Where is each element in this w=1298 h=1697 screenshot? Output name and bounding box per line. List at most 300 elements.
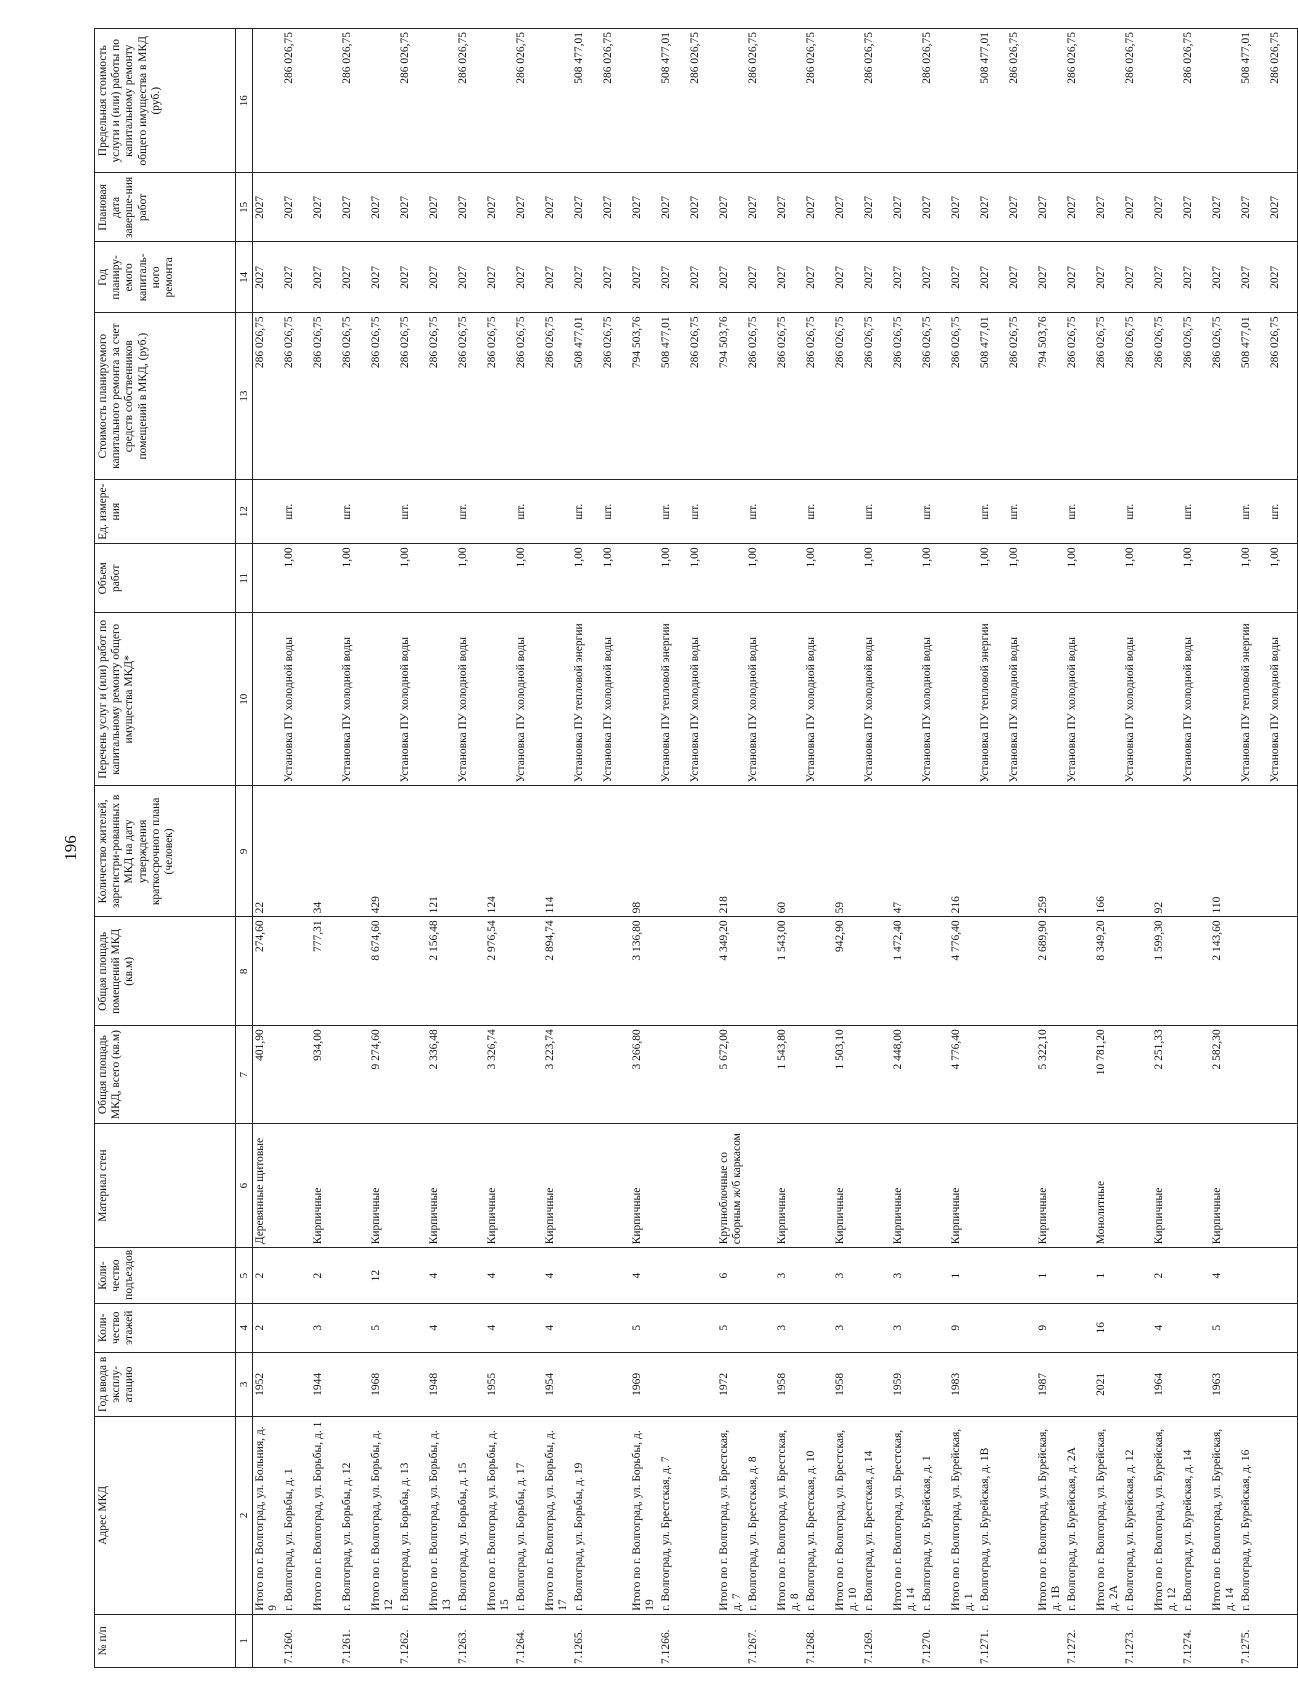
address-cell: Итого по г. Волгоград, ул. Брестская, д. 7 <box>717 1417 746 1615</box>
residents-cell <box>1239 786 1268 917</box>
year-built-cell: 1963 <box>1210 1352 1239 1416</box>
floors-cell: 4 <box>1152 1303 1181 1352</box>
year-built-cell: 1955 <box>485 1352 514 1416</box>
row-number <box>1036 1614 1065 1667</box>
unit-cell: шт. <box>1065 479 1094 543</box>
total-area-cell <box>746 1026 775 1124</box>
total-area-cell: 1 503,10 <box>833 1026 862 1124</box>
cost-cell: 286 026,75 <box>514 313 543 480</box>
entrances-cell <box>1123 1248 1152 1304</box>
limit-cost-cell: 286 026,75 <box>1181 29 1210 173</box>
end-date-cell: 2027 <box>282 173 311 242</box>
wall-material-cell <box>920 1123 949 1247</box>
address-cell: Итого по г. Волгоград, ул. Борьбы, д. 15 <box>485 1417 514 1615</box>
floors-cell <box>1268 1303 1298 1352</box>
address-cell: г. Волгоград, ул. Брестская, д. 14 <box>862 1417 891 1615</box>
works-cell <box>1210 613 1239 786</box>
address-cell: г. Волгоград, ул. Бурейская, д. 1В <box>978 1417 1007 1615</box>
year-built-cell: 1969 <box>630 1352 659 1416</box>
unit-cell <box>1036 479 1065 543</box>
floors-cell <box>1181 1303 1210 1352</box>
residents-cell: 59 <box>833 786 862 917</box>
floors-cell <box>1239 1303 1268 1352</box>
row-number <box>891 1614 920 1667</box>
row-number: 7.1271. <box>978 1614 1007 1667</box>
volume-cell: 1,00 <box>862 544 891 613</box>
residents-cell: 110 <box>1210 786 1239 917</box>
end-date-cell: 2027 <box>862 173 891 242</box>
repair-year-cell: 2027 <box>1123 242 1152 313</box>
cost-cell: 286 026,75 <box>1210 313 1239 480</box>
works-cell <box>949 613 978 786</box>
premises-area-cell <box>1123 917 1152 1026</box>
total-area-cell <box>601 1026 630 1124</box>
table-row <box>659 29 688 1668</box>
repair-year-cell: 2027 <box>746 242 775 313</box>
residents-cell <box>601 786 630 917</box>
wall-material-cell <box>1181 1123 1210 1247</box>
unit-cell: шт. <box>746 479 775 543</box>
premises-area-cell: 2 156,48 <box>427 917 456 1026</box>
end-date-cell: 2027 <box>630 173 659 242</box>
floors-cell <box>688 1303 717 1352</box>
total-area-cell <box>1181 1026 1210 1124</box>
residents-cell <box>862 786 891 917</box>
repair-year-cell: 2027 <box>659 242 688 313</box>
table-row <box>1094 29 1123 1668</box>
cost-cell: 286 026,75 <box>1123 313 1152 480</box>
volume-cell <box>485 544 514 613</box>
repair-year-cell: 2027 <box>543 242 572 313</box>
floors-cell <box>920 1303 949 1352</box>
address-cell: Итого по г. Волгоград, ул. Борьбы, д. 1 <box>311 1417 340 1615</box>
table-row <box>427 29 456 1668</box>
address-cell: г. Волгоград, ул. Брестская, д. 8 <box>746 1417 775 1615</box>
cost-cell: 286 026,75 <box>920 313 949 480</box>
floors-cell: 5 <box>369 1303 398 1352</box>
premises-area-cell: 777,31 <box>311 917 340 1026</box>
address-cell: Итого по г. Волгоград, ул. Больния, д. 9 <box>253 1417 283 1615</box>
repair-year-cell: 2027 <box>369 242 398 313</box>
cost-cell: 286 026,75 <box>340 313 369 480</box>
total-area-cell: 2 251,33 <box>1152 1026 1181 1124</box>
entrances-cell <box>746 1248 775 1304</box>
works-cell <box>1094 613 1123 786</box>
row-number <box>833 1614 862 1667</box>
cost-cell: 286 026,75 <box>746 313 775 480</box>
floors-cell: 3 <box>833 1303 862 1352</box>
entrances-cell: 4 <box>1210 1248 1239 1304</box>
table-row <box>601 29 630 1668</box>
page-number: 196 <box>61 835 80 861</box>
limit-cost-cell <box>891 29 920 173</box>
column-header: Коли-чество подъездов <box>95 1248 236 1304</box>
works-cell <box>427 613 456 786</box>
column-header: Общая площадь помещений МКД (кв.м) <box>95 917 236 1026</box>
premises-area-cell <box>1239 917 1268 1026</box>
unit-cell: шт. <box>1181 479 1210 543</box>
premises-area-cell: 8 349,20 <box>1094 917 1123 1026</box>
repair-year-cell: 2027 <box>949 242 978 313</box>
premises-area-cell <box>282 917 311 1026</box>
works-cell <box>891 613 920 786</box>
row-number <box>775 1614 804 1667</box>
repair-year-cell: 2027 <box>485 242 514 313</box>
premises-area-cell: 274,60 <box>253 917 283 1026</box>
total-area-cell: 5 672,00 <box>717 1026 746 1124</box>
total-area-cell <box>340 1026 369 1124</box>
column-index: 16 <box>236 29 253 173</box>
year-built-cell <box>572 1352 601 1416</box>
residents-cell <box>398 786 427 917</box>
end-date-cell: 2027 <box>804 173 833 242</box>
repair-year-cell: 2027 <box>1094 242 1123 313</box>
column-header: Ед. измере-ния <box>95 479 236 543</box>
row-number: 7.1264. <box>514 1614 543 1667</box>
premises-area-cell <box>862 917 891 1026</box>
capital-repair-table <box>94 28 1298 1668</box>
floors-cell: 9 <box>949 1303 978 1352</box>
total-area-cell: 2 336,48 <box>427 1026 456 1124</box>
premises-area-cell: 942,90 <box>833 917 862 1026</box>
unit-cell <box>485 479 514 543</box>
entrances-cell: 12 <box>369 1248 398 1304</box>
address-cell: Итого по г. Волгоград, ул. Брестская, д. 14 <box>891 1417 920 1615</box>
repair-year-cell: 2027 <box>456 242 485 313</box>
unit-cell: шт. <box>1268 479 1298 543</box>
address-cell: Итого по г. Волгоград, ул. Бурейская, д. 2А <box>1094 1417 1123 1615</box>
table-row <box>253 29 283 1668</box>
residents-cell: 166 <box>1094 786 1123 917</box>
year-built-cell <box>920 1352 949 1416</box>
cost-cell: 286 026,75 <box>427 313 456 480</box>
year-built-cell <box>398 1352 427 1416</box>
row-number: 7.1265. <box>572 1614 601 1667</box>
wall-material-cell: Кирпичные <box>1152 1123 1181 1247</box>
works-cell: Установка ПУ тепловой энергии <box>572 613 601 786</box>
residents-cell: 47 <box>891 786 920 917</box>
volume-cell <box>1036 544 1065 613</box>
table-row <box>1123 29 1152 1668</box>
premises-area-cell <box>1268 917 1298 1026</box>
premises-area-cell: 2 894,74 <box>543 917 572 1026</box>
repair-year-cell: 2027 <box>862 242 891 313</box>
volume-cell <box>891 544 920 613</box>
year-built-cell: 1964 <box>1152 1352 1181 1416</box>
volume-cell: 1,00 <box>282 544 311 613</box>
total-area-cell <box>978 1026 1007 1124</box>
limit-cost-cell: 508 477,01 <box>572 29 601 173</box>
floors-cell <box>282 1303 311 1352</box>
end-date-cell: 2027 <box>659 173 688 242</box>
unit-cell <box>369 479 398 543</box>
premises-area-cell <box>1007 917 1036 1026</box>
column-header: Коли-чество этажей <box>95 1303 236 1352</box>
row-number: 7.1274. <box>1181 1614 1210 1667</box>
entrances-cell <box>282 1248 311 1304</box>
unit-cell <box>717 479 746 543</box>
total-area-cell <box>1065 1026 1094 1124</box>
wall-material-cell: Монолитные <box>1094 1123 1123 1247</box>
row-number <box>253 1614 283 1667</box>
end-date-cell: 2027 <box>485 173 514 242</box>
repair-year-cell: 2027 <box>427 242 456 313</box>
repair-year-cell: 2027 <box>717 242 746 313</box>
wall-material-cell <box>746 1123 775 1247</box>
entrances-cell <box>398 1248 427 1304</box>
cost-cell: 794 503,76 <box>1036 313 1065 480</box>
year-built-cell <box>659 1352 688 1416</box>
limit-cost-cell: 286 026,75 <box>804 29 833 173</box>
works-cell: Установка ПУ холодной воды <box>282 613 311 786</box>
limit-cost-cell <box>775 29 804 173</box>
floors-cell <box>1123 1303 1152 1352</box>
wall-material-cell: Кирпичные <box>775 1123 804 1247</box>
floors-cell <box>398 1303 427 1352</box>
limit-cost-cell: 286 026,75 <box>456 29 485 173</box>
works-cell: Установка ПУ холодной воды <box>746 613 775 786</box>
end-date-cell: 2027 <box>775 173 804 242</box>
volume-cell <box>311 544 340 613</box>
end-date-cell: 2027 <box>340 173 369 242</box>
floors-cell: 3 <box>775 1303 804 1352</box>
volume-cell: 1,00 <box>1007 544 1036 613</box>
cost-cell: 286 026,75 <box>485 313 514 480</box>
unit-cell: шт. <box>340 479 369 543</box>
limit-cost-cell: 286 026,75 <box>1007 29 1036 173</box>
entrances-cell <box>572 1248 601 1304</box>
address-cell <box>1268 1417 1298 1615</box>
repair-year-cell: 2027 <box>775 242 804 313</box>
year-built-cell <box>1123 1352 1152 1416</box>
address-cell: Итого по г. Волгоград, ул. Борьбы, д. 13 <box>427 1417 456 1615</box>
total-area-cell <box>282 1026 311 1124</box>
table-row <box>485 29 514 1668</box>
floors-cell <box>862 1303 891 1352</box>
unit-cell: шт. <box>804 479 833 543</box>
table-row <box>1065 29 1094 1668</box>
end-date-cell: 2027 <box>891 173 920 242</box>
cost-cell: 508 477,01 <box>1239 313 1268 480</box>
floors-cell: 2 <box>253 1303 283 1352</box>
total-area-cell: 2 448,00 <box>891 1026 920 1124</box>
table-row <box>1007 29 1036 1668</box>
repair-year-cell: 2027 <box>1036 242 1065 313</box>
wall-material-cell: Кирпичные <box>369 1123 398 1247</box>
residents-cell <box>746 786 775 917</box>
wall-material-cell: Кирпичные <box>891 1123 920 1247</box>
cost-cell: 286 026,75 <box>891 313 920 480</box>
floors-cell <box>746 1303 775 1352</box>
year-built-cell <box>1065 1352 1094 1416</box>
column-header: Материал стен <box>95 1123 236 1247</box>
works-cell: Установка ПУ тепловой энергии <box>978 613 1007 786</box>
entrances-cell <box>601 1248 630 1304</box>
address-cell: Итого по г. Волгоград, ул. Борьбы, д. 19 <box>630 1417 659 1615</box>
limit-cost-cell <box>485 29 514 173</box>
row-number <box>1210 1614 1239 1667</box>
limit-cost-cell <box>717 29 746 173</box>
floors-cell: 4 <box>543 1303 572 1352</box>
table-row <box>891 29 920 1668</box>
volume-cell <box>1210 544 1239 613</box>
row-number <box>717 1614 746 1667</box>
table-row <box>369 29 398 1668</box>
total-area-cell <box>804 1026 833 1124</box>
table-header <box>95 29 253 1668</box>
table-row <box>978 29 1007 1668</box>
volume-cell: 1,00 <box>1268 544 1298 613</box>
premises-area-cell <box>572 917 601 1026</box>
address-cell: Итого по г. Волгоград, ул. Борьбы, д. 17 <box>543 1417 572 1615</box>
address-cell: г. Волгоград, ул. Брестская, д. 7 <box>659 1417 688 1615</box>
residents-cell <box>1268 786 1298 917</box>
limit-cost-cell <box>253 29 283 173</box>
end-date-cell: 2027 <box>543 173 572 242</box>
repair-year-cell: 2027 <box>282 242 311 313</box>
address-cell: г. Волгоград, ул. Бурейская, д. 1 <box>920 1417 949 1615</box>
volume-cell <box>1094 544 1123 613</box>
entrances-cell: 2 <box>1152 1248 1181 1304</box>
residents-cell <box>514 786 543 917</box>
address-cell: г. Волгоград, ул. Брестская, д. 10 <box>804 1417 833 1615</box>
total-area-cell <box>1123 1026 1152 1124</box>
row-number: 7.1263. <box>456 1614 485 1667</box>
limit-cost-cell: 286 026,75 <box>746 29 775 173</box>
works-cell: Установка ПУ холодной воды <box>804 613 833 786</box>
wall-material-cell <box>804 1123 833 1247</box>
end-date-cell: 2027 <box>572 173 601 242</box>
year-built-cell <box>514 1352 543 1416</box>
repair-year-cell: 2027 <box>1007 242 1036 313</box>
limit-cost-cell: 286 026,75 <box>398 29 427 173</box>
floors-cell <box>572 1303 601 1352</box>
repair-year-cell: 2027 <box>398 242 427 313</box>
works-cell: Установка ПУ холодной воды <box>920 613 949 786</box>
cost-cell: 286 026,75 <box>1094 313 1123 480</box>
cost-cell: 286 026,75 <box>543 313 572 480</box>
entrances-cell <box>1239 1248 1268 1304</box>
address-cell: Итого по г. Волгоград, ул. Бурейская, д. 1В <box>1036 1417 1065 1615</box>
unit-cell <box>630 479 659 543</box>
cost-cell: 794 503,76 <box>630 313 659 480</box>
repair-year-cell: 2027 <box>1181 242 1210 313</box>
cost-cell: 794 503,76 <box>717 313 746 480</box>
works-cell <box>485 613 514 786</box>
unit-cell: шт. <box>978 479 1007 543</box>
entrances-cell <box>688 1248 717 1304</box>
unit-cell: шт. <box>398 479 427 543</box>
volume-cell: 1,00 <box>1181 544 1210 613</box>
year-built-cell <box>978 1352 1007 1416</box>
entrances-cell <box>920 1248 949 1304</box>
rotated-page-content <box>48 28 1281 1668</box>
table-row <box>746 29 775 1668</box>
total-area-cell: 401,90 <box>253 1026 283 1124</box>
row-number: 7.1273. <box>1123 1614 1152 1667</box>
table-row <box>920 29 949 1668</box>
floors-cell: 3 <box>311 1303 340 1352</box>
column-header: Стоимость планируемого капитального ремонта за счет средств собственников помещений в МКД, (руб.) <box>95 313 236 480</box>
year-built-cell: 1948 <box>427 1352 456 1416</box>
wall-material-cell <box>862 1123 891 1247</box>
row-number: 7.1260. <box>282 1614 311 1667</box>
table-row <box>1181 29 1210 1668</box>
entrances-cell <box>456 1248 485 1304</box>
floors-cell <box>1065 1303 1094 1352</box>
table-row <box>572 29 601 1668</box>
column-index: 10 <box>236 613 253 786</box>
residents-cell <box>456 786 485 917</box>
row-number: 7.1268. <box>804 1614 833 1667</box>
table-row <box>1239 29 1268 1668</box>
floors-cell: 5 <box>717 1303 746 1352</box>
total-area-cell: 934,00 <box>311 1026 340 1124</box>
repair-year-cell: 2027 <box>311 242 340 313</box>
entrances-cell: 1 <box>1094 1248 1123 1304</box>
column-index: 1 <box>236 1614 253 1667</box>
address-cell: Итого по г. Волгоград, ул. Брестская, д. 10 <box>833 1417 862 1615</box>
total-area-cell: 10 781,20 <box>1094 1026 1123 1124</box>
residents-cell: 259 <box>1036 786 1065 917</box>
end-date-cell: 2027 <box>949 173 978 242</box>
floors-cell <box>659 1303 688 1352</box>
table-row <box>717 29 746 1668</box>
total-area-cell: 3 266,80 <box>630 1026 659 1124</box>
entrances-cell <box>804 1248 833 1304</box>
limit-cost-cell <box>833 29 862 173</box>
end-date-cell: 2027 <box>1210 173 1239 242</box>
row-number <box>630 1614 659 1667</box>
total-area-cell <box>572 1026 601 1124</box>
total-area-cell: 9 274,60 <box>369 1026 398 1124</box>
entrances-cell: 3 <box>833 1248 862 1304</box>
unit-cell <box>427 479 456 543</box>
wall-material-cell <box>978 1123 1007 1247</box>
wall-material-cell: Крупноблочные со сборным ж/б каркасом <box>717 1123 746 1247</box>
cost-cell: 508 477,01 <box>572 313 601 480</box>
unit-cell <box>1152 479 1181 543</box>
unit-cell <box>833 479 862 543</box>
year-built-cell: 1958 <box>775 1352 804 1416</box>
premises-area-cell <box>1181 917 1210 1026</box>
residents-cell <box>688 786 717 917</box>
limit-cost-cell: 286 026,75 <box>340 29 369 173</box>
row-number <box>485 1614 514 1667</box>
end-date-cell: 2027 <box>1268 173 1298 242</box>
repair-year-cell: 2027 <box>1268 242 1298 313</box>
table-body <box>253 29 1298 1668</box>
works-cell: Установка ПУ тепловой энергии <box>1239 613 1268 786</box>
volume-cell: 1,00 <box>804 544 833 613</box>
row-number <box>1152 1614 1181 1667</box>
premises-area-cell <box>804 917 833 1026</box>
row-number: 7.1262. <box>398 1614 427 1667</box>
year-built-cell <box>804 1352 833 1416</box>
entrances-cell <box>514 1248 543 1304</box>
unit-cell <box>1094 479 1123 543</box>
unit-cell: шт. <box>601 479 630 543</box>
limit-cost-cell <box>369 29 398 173</box>
limit-cost-cell <box>1152 29 1181 173</box>
premises-area-cell <box>659 917 688 1026</box>
floors-cell: 5 <box>630 1303 659 1352</box>
table-row <box>1210 29 1239 1668</box>
volume-cell: 1,00 <box>1065 544 1094 613</box>
wall-material-cell: Кирпичные <box>311 1123 340 1247</box>
table-row <box>804 29 833 1668</box>
unit-cell: шт. <box>282 479 311 543</box>
